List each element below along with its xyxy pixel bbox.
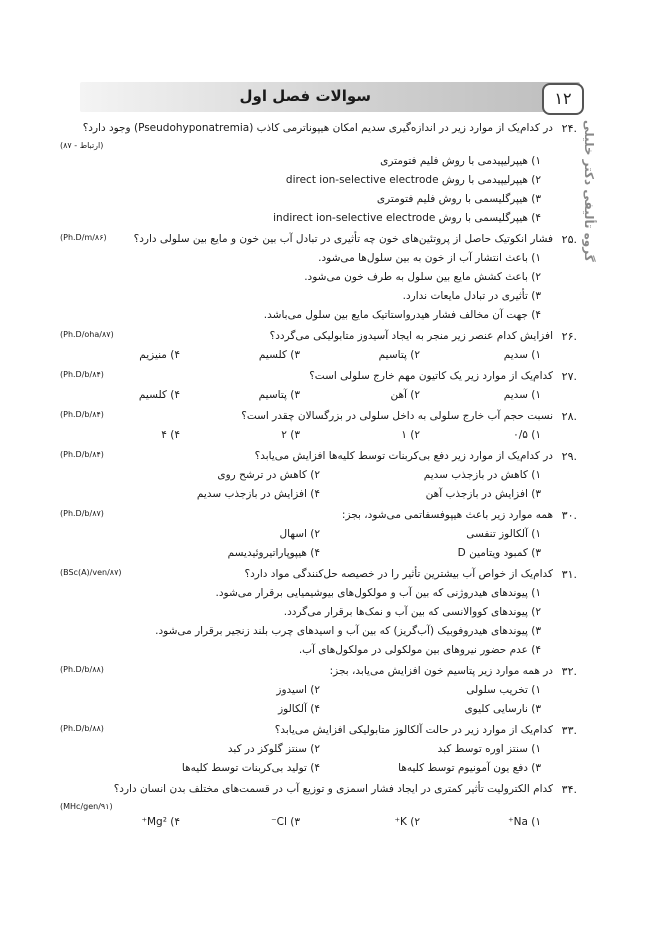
option-2: ۲) آهن: [390, 389, 420, 401]
option-4: ۴) عدم حضور نیروهای بین مولکولی در مولکول‌های آب.: [298, 644, 541, 656]
question-text: در همه موارد زیر پتاسیم خون افزایش می‌یابد، بجز:: [329, 665, 553, 677]
question-number: ۲۴.: [561, 122, 577, 135]
question-source: (BSc(A)/ven/۸۷): [60, 568, 122, 577]
option-1: ۱) باعث انتشار آب از خون به بین سلول‌ها می‌شود.: [318, 252, 541, 264]
question-1: [60, 122, 577, 231]
option-1: ۱) تخریب سلولی: [466, 684, 541, 696]
question-stem: [60, 509, 577, 528]
option-row: [60, 469, 565, 488]
option-4: ۴) کلسیم: [138, 389, 180, 401]
option-row: [60, 703, 565, 722]
option-3: ۳) کمبود ویتامین D: [457, 547, 541, 559]
option-2: ۲) هیپرلیپیدمی با روش direct ion-selective electrode: [285, 174, 541, 186]
option-4: ۴) ۴: [161, 429, 180, 441]
option-4: ۴) افزایش در بازجذب سدیم: [196, 488, 320, 500]
question-text: در کدام‌یک از موارد زیر در اندازه‌گیری سدیم امکان هیپوناترمی کاذب (Pseudohyponatremia) وجود دارد؟: [82, 122, 553, 134]
option-row: [60, 271, 565, 290]
question-number: ۲۹.: [561, 450, 577, 463]
question-source: (Ph.D/m/۸۶): [60, 233, 107, 242]
option-2: ۲) باعث کشش مایع بین سلول به طرف خون می‌شود.: [304, 271, 541, 283]
option-4: ۴) آلکالوز: [278, 703, 320, 715]
question-stem: [60, 233, 577, 252]
question-text: کدام‌یک از موارد زیر در حالت آلکالوز متابولیکی افزایش می‌یابد؟: [274, 724, 553, 736]
question-number: ۳۴.: [561, 783, 577, 796]
question-stem: [60, 450, 577, 469]
question-stem: [60, 370, 577, 389]
option-row: [60, 743, 565, 762]
question-3: [60, 330, 577, 368]
option-3: ۳) پیوندهای هیدروفوبیک (آب‌گریز) که بین آب و اسیدهای چرب بلند زنجیر برقرار می‌شود.: [155, 625, 541, 637]
question-text: کدام‌یک از خواص آب بیشترین تأثیر را در خصیصه حل‌کنندگی مواد دارد؟: [244, 568, 553, 580]
option-2: ۲) کاهش در ترشح روی: [217, 469, 320, 481]
option-row: [60, 606, 565, 625]
question-text: در کدام‌یک از موارد زیر دفع بی‌کربنات توسط کلیه‌ها افزایش می‌یابد؟: [254, 450, 553, 462]
option-2: ۲) اسیدوز: [276, 684, 320, 696]
question-number: ۳۱.: [561, 568, 577, 581]
option-row: [60, 816, 565, 835]
question-source: (Ph.D/b/۸۴): [60, 410, 104, 419]
option-1: ۱) سنتز اوره توسط کبد: [437, 743, 541, 755]
option-2: ۲) پیوندهای کووالانسی که بین آب و نمک‌ها برقرار می‌گردد.: [283, 606, 541, 618]
question-number: ۲۶.: [561, 330, 577, 343]
question-stem: [60, 122, 577, 141]
option-row: [60, 762, 565, 781]
option-row: [60, 644, 565, 663]
option-row: [60, 193, 565, 212]
question-source: (Ph.D/b/۸۸): [60, 665, 104, 674]
question-text: فشار انکوتیک حاصل از پروتئین‌های خون چه تأثیری در تبادل آب بین خون و مایع بین سلولی دارد؟: [133, 233, 553, 245]
option-row: [60, 212, 565, 231]
option-1: ۱) Na⁺: [508, 816, 541, 828]
option-row: [60, 587, 565, 606]
question-number: ۳۳.: [561, 724, 577, 737]
option-4: ۴) تولید بی‌کربنات توسط کلیه‌ها: [181, 762, 320, 774]
option-row: [60, 488, 565, 507]
question-10: [60, 724, 577, 781]
question-text: کدام‌یک از موارد زیر یک کاتیون مهم خارج سلولی است؟: [309, 370, 553, 382]
option-2: ۲) ۱: [401, 429, 420, 441]
question-stem: [60, 783, 577, 802]
question-4: [60, 370, 577, 408]
option-3: ۳) تأثیری در تبادل مایعات ندارد.: [402, 290, 541, 302]
option-row: [60, 174, 565, 193]
option-4: ۴) جهت آن مخالف فشار هیدرواستاتیک مایع بین سلول می‌باشد.: [263, 309, 541, 321]
option-row: [60, 547, 565, 566]
side-label: گروه تألیفی دکتر خلیلی: [582, 120, 596, 262]
option-row: [60, 389, 565, 408]
option-3: ۳) ۲: [281, 429, 300, 441]
question-text: کدام الکترولیت تأثیر کمتری در ایجاد فشار اسمزی و توزیع آب در قسمت‌های مختلف بدن انسان دارد؟: [113, 783, 553, 795]
option-row: [60, 252, 565, 271]
option-2: ۲) اسهال: [279, 528, 320, 540]
question-source: (Ph.D/b/۸۷): [60, 509, 104, 518]
option-row: [60, 155, 565, 174]
question-9: [60, 665, 577, 722]
question-2: [60, 233, 577, 328]
question-source: (۸۷ - ارتباط): [60, 141, 104, 150]
option-3: ۳) پتاسیم: [258, 389, 300, 401]
option-1: ۱) ۰/۵: [513, 429, 541, 441]
option-row: [60, 528, 565, 547]
question-8: [60, 568, 577, 663]
question-stem: [60, 665, 577, 684]
option-1: ۱) آلکالوز تنفسی: [466, 528, 541, 540]
option-4: ۴) منیزیم: [139, 349, 180, 361]
option-3: ۳) افزایش در بازجذب آهن: [425, 488, 541, 500]
question-source: (Ph.D/b/۸۸): [60, 724, 104, 733]
question-source: (MHc/gen/۹۱): [60, 802, 113, 811]
option-row: [60, 309, 565, 328]
option-3: ۳) دفع یون آمونیوم توسط کلیه‌ها: [398, 762, 541, 774]
option-3: ۳) کلسیم: [258, 349, 300, 361]
option-1: ۱) پیوندهای هیدروژنی که بین آب و مولکول‌های بیوشیمیایی برقرار می‌شود.: [215, 587, 541, 599]
question-11: [60, 783, 577, 835]
option-2: ۲) K⁺: [394, 816, 420, 828]
question-number: ۳۰.: [561, 509, 577, 522]
question-stem: [60, 724, 577, 743]
question-stem: [60, 410, 577, 429]
option-3: ۳) هیپرگلیسمی با روش فلیم فتومتری: [376, 193, 541, 205]
question-stem: [60, 568, 577, 587]
option-2: ۲) پتاسیم: [378, 349, 420, 361]
option-1: ۱) هیپرلیپیدمی با روش فلیم فتومتری: [380, 155, 541, 167]
question-number: ۲۵.: [561, 233, 577, 246]
question-list: [60, 122, 577, 837]
question-6: [60, 450, 577, 507]
option-row: [60, 290, 565, 309]
question-source: (Ph.D/oha/۸۷): [60, 330, 114, 339]
option-row: [60, 625, 565, 644]
option-3: ۳) نارسایی کلیوی: [464, 703, 541, 715]
question-number: ۳۲.: [561, 665, 577, 678]
option-1: ۱) کاهش در بازجذب سدیم: [423, 469, 541, 481]
option-row: [60, 684, 565, 703]
page-number: ۱۲: [542, 83, 584, 115]
question-source: (Ph.D/b/۸۴): [60, 450, 104, 459]
question-source: (Ph.D/b/۸۴): [60, 370, 104, 379]
question-text: همه موارد زیر باعث هیپوفسفاتمی می‌شود، بجز:: [341, 509, 553, 521]
question-7: [60, 509, 577, 566]
question-5: [60, 410, 577, 448]
option-4: ۴) هیپوپاراتیروئیدیسم: [227, 547, 320, 559]
option-1: ۱) سدیم: [503, 349, 541, 361]
chapter-title: سوالات فصل اول: [239, 87, 371, 105]
option-row: [60, 349, 565, 368]
question-text: افزایش کدام عنصر زیر منجر به ایجاد آسیدوز متابولیکی می‌گردد؟: [269, 330, 553, 342]
question-text: نسبت حجم آب خارج سلولی به داخل سلولی در بزرگسالان چقدر است؟: [241, 410, 553, 422]
option-3: ۳) Cl⁻: [271, 816, 300, 828]
option-4: ۴) هیپرگلیسمی با روش indirect ion-selective electrode: [273, 212, 541, 224]
option-4: ۴) Mg²⁺: [141, 816, 180, 828]
option-row: [60, 429, 565, 448]
question-number: ۲۷.: [561, 370, 577, 383]
option-2: ۲) سنتز گلوکز در کبد: [227, 743, 320, 755]
question-number: ۲۸.: [561, 410, 577, 423]
question-stem: [60, 330, 577, 349]
option-1: ۱) سدیم: [503, 389, 541, 401]
